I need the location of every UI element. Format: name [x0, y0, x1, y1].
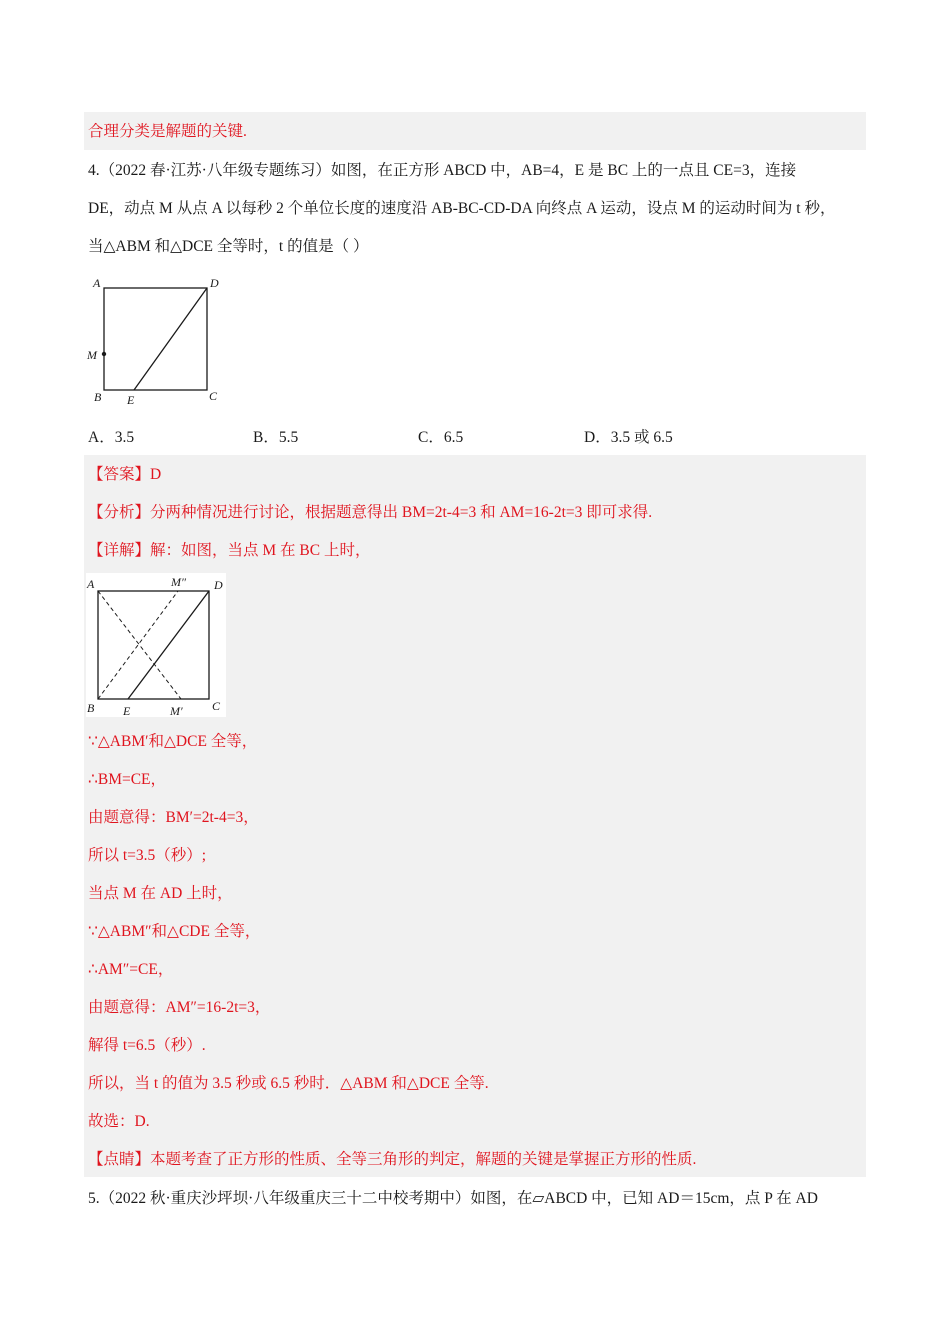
solution-step: ∴AM″=CE，: [88, 961, 174, 978]
solution-step: 故选：D.: [88, 1113, 150, 1130]
option-d: D．3.5 或 6.5: [584, 429, 673, 446]
comment-text: 本题考查了正方形的性质、全等三角形的判定，解题的关键是掌握正方形的性质.: [150, 1151, 697, 1168]
option-a: A．3.5: [88, 429, 135, 446]
detail-line: [88, 541, 370, 561]
option-c: C．6.5: [418, 429, 464, 446]
detail-tag: 【详解】: [88, 542, 151, 559]
label-e: E: [123, 704, 131, 718]
label-a: A: [93, 276, 101, 290]
option-b: B．5.5: [253, 429, 299, 446]
answer-value: D: [150, 466, 162, 483]
solution-figure: [84, 572, 230, 718]
label-d: D: [214, 578, 223, 592]
label-b: B: [87, 701, 95, 715]
point-m: [102, 352, 106, 356]
answer-line: [88, 465, 161, 485]
solution-step: 所以，当 t 的值为 3.5 秒或 6.5 秒时．△ABM 和△DCE 全等.: [88, 1075, 489, 1092]
solution-step: ∵△ABM″和△CDE 全等，: [88, 923, 261, 940]
label-c: C: [212, 699, 221, 713]
detail-text: 解：如图，当点 M 在 BC 上时，: [150, 542, 371, 559]
square-abcd: [98, 591, 209, 699]
solution-step: ∵△ABM′和△DCE 全等，: [88, 733, 258, 750]
comment-tag: 【点睛】: [88, 1151, 151, 1168]
question-figure: [84, 272, 234, 414]
analysis-text: 分两种情况进行讨论，根据题意得出 BM=2t-4=3 和 AM=16-2t=3 即可求得.: [150, 504, 653, 521]
analysis-tag: 【分析】: [88, 504, 151, 521]
label-e: E: [127, 393, 135, 407]
label-a: A: [87, 577, 95, 591]
answer-tag: 【答案】: [88, 466, 151, 483]
question-line-1: 4.（2022 春·江苏·八年级专题练习）如图，在正方形 ABCD 中，AB=4，E 是 BC 上的一点且 CE=3，连接: [88, 162, 797, 179]
label-c: C: [209, 389, 218, 403]
label-m: M: [87, 348, 97, 362]
solution-step: 由题意得：BM′=2t-4=3，: [88, 809, 259, 826]
solution-step: 由题意得：AM″=16-2t=3，: [88, 999, 271, 1016]
comment-line: [88, 1150, 696, 1170]
square-abcd: [104, 288, 207, 390]
label-b: B: [94, 390, 102, 404]
label-d: D: [210, 276, 219, 290]
label-m-prime: M′: [170, 704, 183, 718]
previous-solution-line: 合理分类是解题的关键.: [88, 123, 247, 140]
question-line-2: DE，动点 M 从点 A 以每秒 2 个单位长度的速度沿 AB-BC-CD-DA 向终点 A 运动，设点 M 的运动时间为 t 秒，: [88, 200, 836, 217]
analysis-line: [88, 503, 652, 523]
solution-step: ∴BM=CE，: [88, 771, 167, 788]
segment-bm-double-prime: [98, 591, 178, 699]
question-line-3: 当△ABM 和△DCE 全等时，t 的值是（ ）: [88, 238, 369, 255]
segment-de: [134, 288, 207, 390]
next-question-line: 5.（2022 秋·重庆沙坪坝·八年级重庆三十二中校考期中）如图，在▱ABCD 中，已知 AD＝15cm，点 P 在 AD: [88, 1190, 818, 1207]
solution-step: 当点 M 在 AD 上时，: [88, 885, 233, 902]
solution-step: 解得 t=6.5（秒）.: [88, 1037, 206, 1054]
label-m-double-prime: M″: [171, 575, 186, 589]
solution-step: 所以 t=3.5（秒）;: [88, 847, 207, 864]
